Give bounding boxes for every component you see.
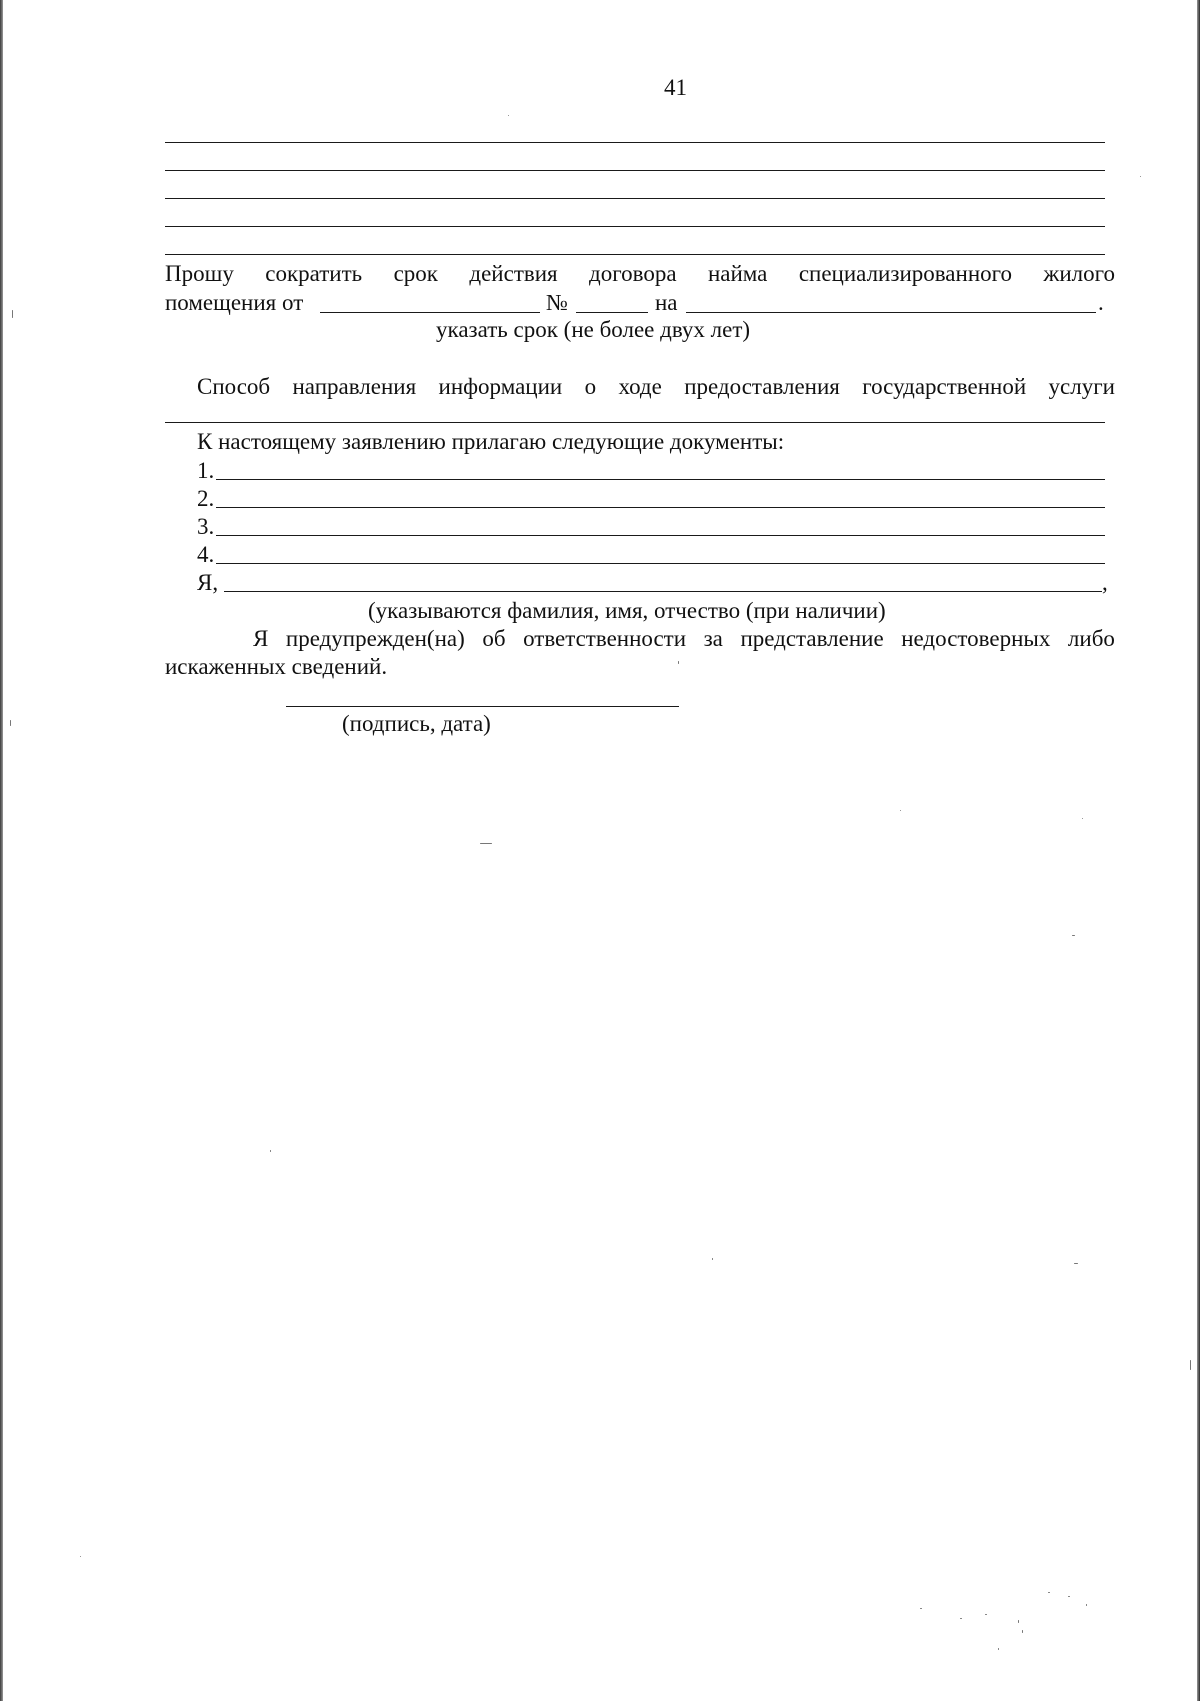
request-word: специализированного	[798, 261, 1012, 286]
declarant-name-field[interactable]	[224, 591, 1102, 592]
delivery-word: предоставления	[684, 374, 840, 399]
scan-speck	[678, 661, 679, 664]
blank-line-1	[165, 142, 1105, 143]
delivery-word: направления	[292, 374, 417, 399]
blank-line-4	[165, 226, 1105, 227]
request-word: договора	[589, 261, 677, 286]
request-word: Прошу	[165, 261, 234, 286]
warning-word: либо	[1067, 626, 1115, 651]
request-line-1	[165, 262, 1115, 285]
request-word: сократить	[265, 261, 363, 286]
delivery-word: услуги	[1048, 374, 1115, 399]
request-word: действия	[469, 261, 558, 286]
scan-speck	[1086, 1604, 1087, 1606]
scan-speck	[270, 1150, 271, 1152]
page-number: 41	[664, 75, 687, 100]
delivery-method-label	[197, 375, 1115, 398]
attachment-field-1[interactable]	[216, 479, 1105, 480]
request-word: срок	[393, 261, 438, 286]
warning-word: представление	[740, 626, 884, 651]
scan-speck	[920, 1608, 922, 1609]
declarant-prefix: Я,	[197, 570, 219, 595]
scan-speck	[900, 810, 901, 811]
scan-speck	[1048, 1592, 1050, 1593]
contract-date-field[interactable]	[320, 312, 540, 313]
scan-speck	[1190, 1360, 1191, 1370]
warning-word: недостоверных	[901, 626, 1051, 651]
warning-word: Я	[253, 626, 269, 651]
request-word: найма	[707, 261, 768, 286]
attachment-number: 3.	[197, 514, 215, 539]
scan-speck	[712, 1258, 713, 1260]
delivery-word: информации	[438, 374, 563, 399]
scan-speck	[1022, 1630, 1023, 1633]
scan-speck	[1072, 935, 1075, 936]
blank-line-3	[165, 198, 1105, 199]
scan-speck	[1074, 1263, 1078, 1264]
contract-number-field[interactable]	[576, 312, 648, 313]
delivery-word: государственной	[862, 374, 1027, 399]
scan-speck	[998, 1648, 999, 1650]
attachment-number: 4.	[197, 542, 215, 567]
declarant-hint: (указываются фамилия, имя, отчество (при наличии)	[368, 598, 886, 623]
scan-speck	[1018, 1620, 1019, 1623]
scan-left-edge	[0, 0, 3, 1701]
number-sign: №	[546, 290, 568, 315]
attachment-field-4[interactable]	[216, 563, 1105, 564]
term-hint: указать срок (не более двух лет)	[436, 317, 751, 342]
warning-word: ответственности	[523, 626, 687, 651]
delivery-word: ходе	[618, 374, 662, 399]
warning-word: за	[703, 626, 723, 651]
attachment-field-2[interactable]	[216, 507, 1105, 508]
blank-line-2	[165, 170, 1105, 171]
declarant-suffix: ,	[1102, 570, 1108, 595]
scan-speck	[985, 1614, 987, 1615]
delivery-word: о	[584, 374, 597, 399]
attachment-field-3[interactable]	[216, 535, 1105, 536]
reduced-term-field[interactable]	[686, 312, 1096, 313]
scan-speck	[80, 1556, 81, 1557]
warning-word: предупрежден(на)	[285, 626, 465, 651]
scan-speck	[1140, 176, 1141, 177]
scan-speck	[10, 720, 11, 726]
warning-line-1	[253, 627, 1115, 650]
scan-speck	[508, 115, 509, 116]
scan-speck	[1068, 1596, 1070, 1597]
scan-speck	[960, 1618, 962, 1619]
on-label: на	[655, 290, 678, 315]
attachment-number: 1.	[197, 458, 215, 483]
warning-word: об	[482, 626, 506, 651]
scan-speck	[12, 310, 13, 318]
delivery-word: Способ	[197, 374, 271, 399]
signature-hint: (подпись, дата)	[342, 711, 491, 736]
attachment-number: 2.	[197, 486, 215, 511]
scan-speck	[1082, 818, 1083, 819]
request-line-2-start: помещения от	[165, 290, 304, 315]
attachments-intro: К настоящему заявлению прилагаю следующие документы:	[197, 429, 785, 454]
scan-speck	[480, 843, 492, 844]
signature-field[interactable]	[286, 706, 679, 707]
blank-line-5	[165, 254, 1105, 255]
delivery-method-field[interactable]	[165, 422, 1105, 423]
request-word: жилого	[1043, 261, 1115, 286]
warning-line-2: искаженных сведений.	[165, 654, 388, 679]
request-line-2-end: .	[1098, 290, 1104, 315]
